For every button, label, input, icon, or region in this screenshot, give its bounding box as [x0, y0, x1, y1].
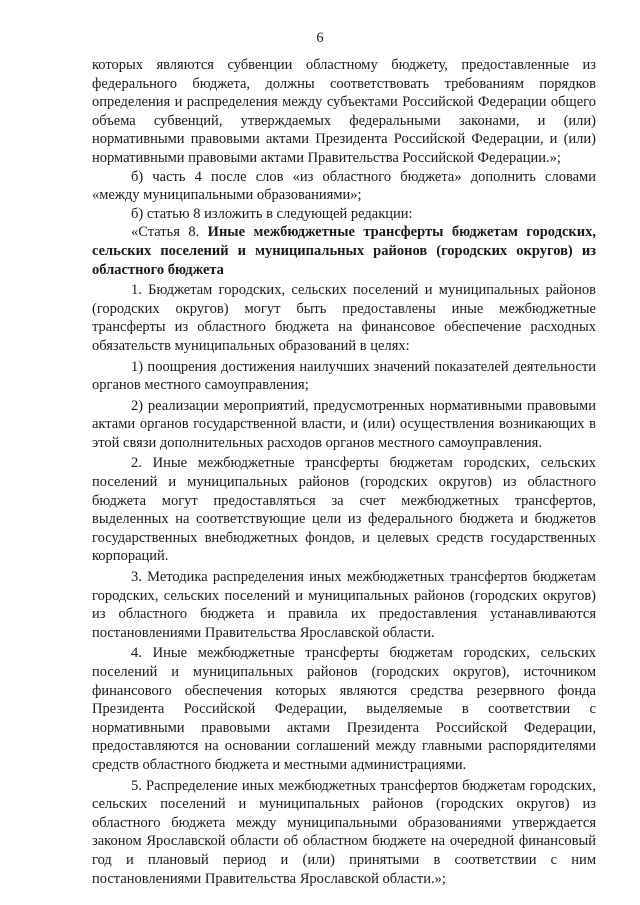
- page-number: 6: [316, 30, 324, 46]
- paragraph-amendment-part4: б) часть 4 после слов «из областного бюджета» дополнить словами «между муниципальными образованиями»;: [92, 168, 596, 204]
- article-heading-prefix: «Статья 8.: [131, 224, 208, 241]
- article-heading-title: Иные межбюджетные трансферты бюджетам городских, сельских поселений и муниципальных районов (городских округов) из областного бюджета: [92, 224, 596, 278]
- paragraph-continuation: которых являются субвенции областному бюджету, предоставленные из федерального бюджета, должны соответствовать требованиям порядков определения и распределения между субъектами Российской Федерации общего объема субвенций, утверждаемых федеральными законами, и (или) нормативными правовыми актами Президента Российской Федерации, и (или) нормативными правовыми актами Правительства Российской Федерации.»;: [92, 57, 596, 166]
- article-heading: [92, 223, 596, 279]
- paragraph-subclause-1: 1) поощрения достижения наилучших значений показателей деятельности органов местного самоуправления;: [92, 358, 596, 394]
- paragraph-clause-1: 1. Бюджетам городских, сельских поселений и муниципальных районов (городских округов) могут быть предоставлены иные межбюджетные трансферты из областного бюджета на финансовое обеспечение расходных обязательств муниципальных образований в целях:: [92, 282, 596, 354]
- document-body: [92, 56, 596, 888]
- paragraph-subclause-2: 2) реализации мероприятий, предусмотренных нормативными правовыми актами органов государственной власти, и (или) осуществления возникающих в этой связи дополнительных расходов органов местного самоуправления.: [92, 397, 596, 451]
- paragraph-clause-2: 2. Иные межбюджетные трансферты бюджетам городских, сельских поселений и муниципальных районов (городских округов) из областного бюджета могут предоставляться за счет межбюджетных трансфертов, выделенных на соответствующие цели из федерального бюджета и бюджетов государственных внебюджетных фондов, и целевых средств государственных корпораций.: [92, 455, 596, 565]
- paragraph-clause-5: 5. Распределение иных межбюджетных трансфертов бюджетам городских, сельских поселений и муниципальных районов (городских округов) из областного бюджета между муниципальными образованиями утверждается законом Ярославской области об областном бюджете на очередной финансовый год и плановый период и (или) принятыми в соответствии с ним постановлениями Правительства Ярославской области.»;: [92, 777, 596, 887]
- paragraph-clause-4: 4. Иные межбюджетные трансферты бюджетам городских, сельских поселений и муниципальных районов (городских округов), источником финансового обеспечения которых являются средства резервного фонда Президента Российской Федерации, выделяемые в соответствии с нормативными правовыми актами Президента Российской Федерации, предоставляются на основании соглашений между главными распорядителями средств областного бюджета и местными администрациями.: [92, 645, 596, 773]
- paragraph-amendment-article8: б) статью 8 изложить в следующей редакции:: [131, 205, 413, 222]
- paragraph-clause-3: 3. Методика распределения иных межбюджетных трансфертов бюджетам городских, сельских поселений и муниципальных районов (городских округов) из областного бюджета и правила их предоставления устанавливаются постановлениями Правительства Ярославской области.: [92, 569, 596, 641]
